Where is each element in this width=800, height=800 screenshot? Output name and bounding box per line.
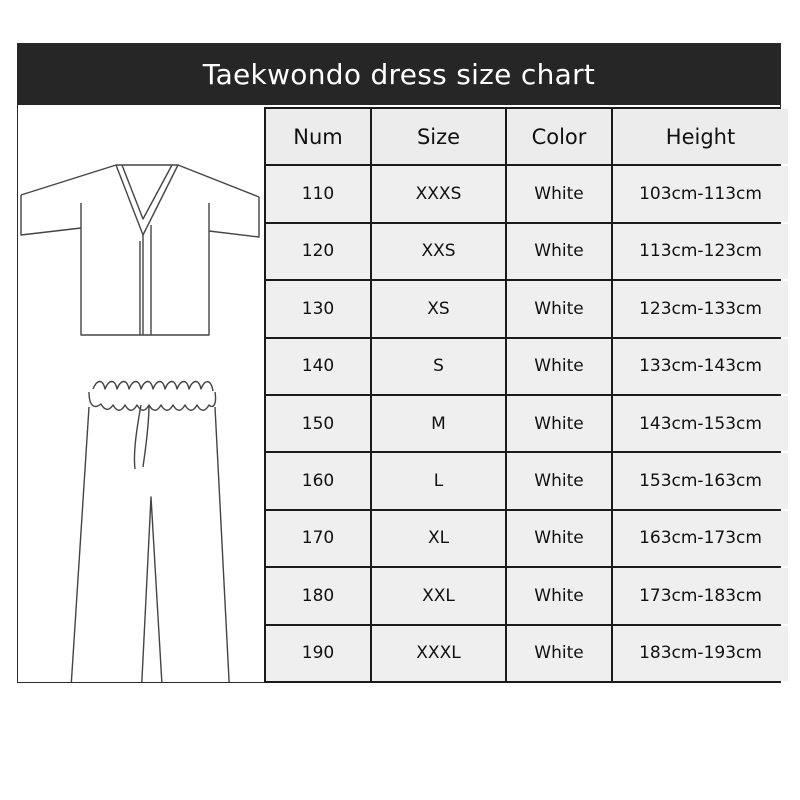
jacket-drawing: [21, 165, 259, 335]
cell-size: XXXL: [372, 626, 505, 681]
cell-size: S: [372, 339, 505, 394]
cell-size: M: [372, 396, 505, 451]
size-table: [264, 107, 780, 683]
uniform-illustration: [19, 107, 263, 682]
cell-num: 170: [266, 511, 370, 566]
cell-num: 180: [266, 568, 370, 623]
pants-drawing: [69, 382, 231, 683]
cell-color: White: [507, 224, 611, 279]
header-size: Size: [372, 109, 505, 164]
cell-height: 103cm-113cm: [613, 166, 788, 221]
cell-height: 143cm-153cm: [613, 396, 788, 451]
size-chart-frame: [17, 43, 781, 683]
cell-color: White: [507, 396, 611, 451]
cell-color: White: [507, 568, 611, 623]
cell-height: 173cm-183cm: [613, 568, 788, 623]
cell-color: White: [507, 281, 611, 336]
cell-num: 110: [266, 166, 370, 221]
cell-height: 123cm-133cm: [613, 281, 788, 336]
cell-num: 120: [266, 224, 370, 279]
cell-num: 150: [266, 396, 370, 451]
cell-size: L: [372, 453, 505, 508]
cell-num: 160: [266, 453, 370, 508]
cell-height: 113cm-123cm: [613, 224, 788, 279]
header-height: Height: [613, 109, 788, 164]
header-num: Num: [266, 109, 370, 164]
cell-num: 190: [266, 626, 370, 681]
cell-height: 163cm-173cm: [613, 511, 788, 566]
cell-num: 140: [266, 339, 370, 394]
cell-height: 133cm-143cm: [613, 339, 788, 394]
header-color: Color: [507, 109, 611, 164]
cell-color: White: [507, 339, 611, 394]
cell-size: XL: [372, 511, 505, 566]
cell-size: XXXS: [372, 166, 505, 221]
cell-size: XS: [372, 281, 505, 336]
cell-height: 183cm-193cm: [613, 626, 788, 681]
cell-color: White: [507, 626, 611, 681]
cell-size: XXS: [372, 224, 505, 279]
cell-num: 130: [266, 281, 370, 336]
cell-color: White: [507, 453, 611, 508]
cell-height: 153cm-163cm: [613, 453, 788, 508]
cell-color: White: [507, 166, 611, 221]
chart-title: Taekwondo dress size chart: [18, 44, 780, 105]
cell-size: XXL: [372, 568, 505, 623]
cell-color: White: [507, 511, 611, 566]
